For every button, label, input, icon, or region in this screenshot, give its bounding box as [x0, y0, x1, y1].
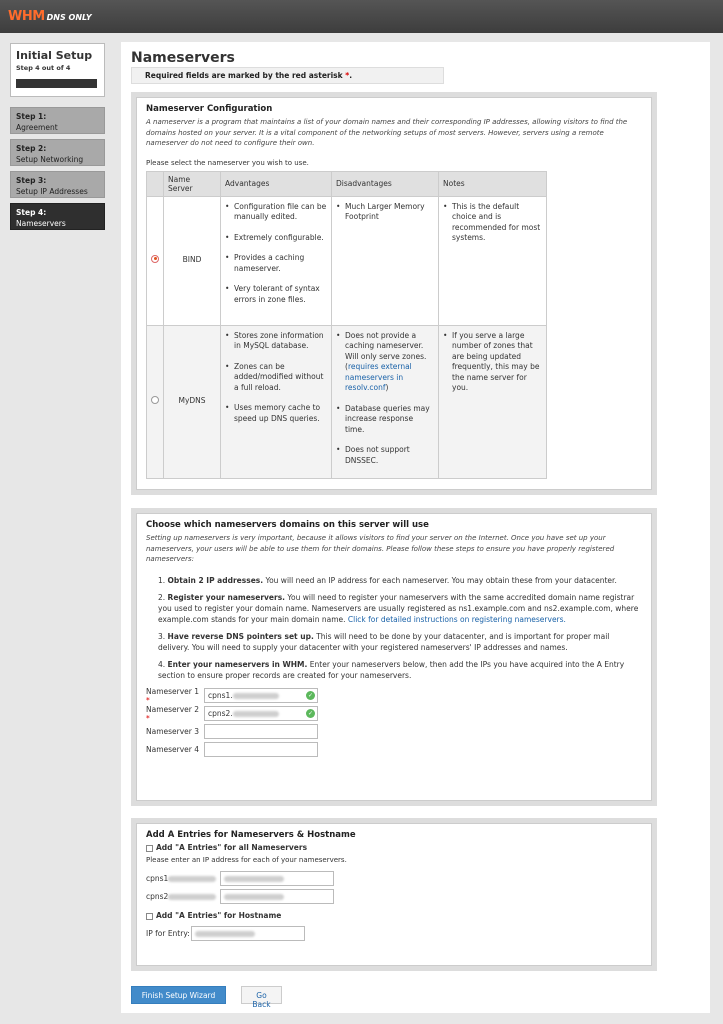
list-item: • Zones can be added/modified without a full reload. — [225, 362, 327, 394]
sidebar-step-2[interactable]: Step 2: Setup Networking — [10, 139, 105, 166]
ip-entry-input[interactable] — [191, 926, 305, 941]
whm-logo: WHM DNS ONLY — [8, 9, 92, 24]
finish-setup-button[interactable]: Finish Setup Wizard — [131, 986, 226, 1004]
list-item: • Very tolerant of syntax errors in zone files. — [225, 284, 327, 305]
config-description: A nameserver is a program that maintains a list of your domain names and their corresponding IP addresses, allowing visitors to find the domains hosted on your server. It is a vital component of the networking setups of most servers. However, servers using a remote nameserver do not need to configure their own. — [146, 118, 628, 147]
choose-description: Setting up nameservers is very important, because it allows visitors to find your server on the Internet. Once you have set up your nameservers, your users will be able to use them for their domains. Please follow these steps to ensure you have properly registered nameservers: — [146, 534, 615, 563]
a-entries-title: Add A Entries for Nameservers & Hostname — [146, 830, 356, 840]
table-row — [147, 196, 547, 325]
a-entries-panel — [131, 818, 657, 971]
sidebar — [10, 43, 105, 235]
choose-title: Choose which nameservers domains on this server will use — [146, 520, 429, 530]
nameserver-4-input[interactable] — [204, 742, 318, 757]
step-4-text: 4. Enter your nameservers in WHM. Enter your nameservers below, then add the IPs you have acquired into the A Entry section to ensure proper records are created for your nameservers. — [158, 659, 625, 680]
nameserver-table — [146, 171, 547, 479]
nameserver-4-label: Nameserver 4 — [146, 745, 200, 754]
select-prompt: Please select the nameserver you wish to use. — [146, 158, 309, 167]
cpns2-label: cpns2 — [146, 892, 220, 901]
list-item: • Does not provide a caching nameserver. Will only serve zones. (requires external nameservers in resolv.conf) — [336, 331, 434, 394]
list-item: • Does not support DNSSEC. — [336, 445, 434, 466]
table-row — [147, 325, 547, 478]
list-item: • Uses memory cache to speed up DNS queries. — [225, 403, 327, 424]
mydns-radio[interactable] — [151, 396, 159, 404]
top-bar — [0, 0, 723, 33]
col-notes: Notes — [439, 171, 547, 196]
add-host-checkbox[interactable] — [146, 913, 153, 920]
nameserver-1-input[interactable]: cpns1. ✓ — [204, 688, 318, 703]
setup-title: Initial Setup — [16, 49, 93, 62]
nameserver-2-input[interactable]: cpns2. ✓ — [204, 706, 318, 721]
a-entries-prompt: Please enter an IP address for each of your nameservers. — [146, 856, 347, 864]
list-item: • This is the default choice and is recommended for most systems. — [443, 202, 542, 244]
config-title: Nameserver Configuration — [146, 104, 273, 114]
add-all-checkbox[interactable] — [146, 845, 153, 852]
valid-check-icon: ✓ — [307, 692, 314, 699]
list-item: • Configuration file can be manually edited. — [225, 202, 327, 223]
list-item: • If you serve a large number of zones that are being updated frequently, this may be the name server for you. — [443, 331, 542, 394]
step-counter: Step 4 out of 4 — [16, 64, 71, 72]
list-item: • Provides a caching nameserver. — [225, 253, 327, 274]
nameserver-3-input[interactable] — [204, 724, 318, 739]
setup-progress-box — [10, 43, 105, 97]
valid-check-icon: ✓ — [307, 710, 314, 717]
sidebar-step-4[interactable]: Step 4: Nameservers — [10, 203, 105, 230]
list-item: • Extremely configurable. — [225, 233, 327, 244]
page-title: Nameservers — [131, 50, 235, 66]
nameserver-2-label: Nameserver 2 * — [146, 704, 200, 723]
list-item: • Much Larger Memory Footprint — [336, 202, 434, 223]
list-item: • Stores zone information in MySQL database. — [225, 331, 327, 352]
sidebar-step-1[interactable]: Step 1: Agreement — [10, 107, 105, 134]
nameserver-1-label: Nameserver 1 * — [146, 686, 200, 705]
go-back-button[interactable]: Go Back — [241, 986, 282, 1004]
col-disadvantages: Disadvantages — [332, 171, 439, 196]
resolv-conf-link[interactable]: requires external nameservers in resolv.conf — [345, 362, 412, 392]
ns-name-bind: BIND — [164, 196, 221, 325]
add-host-row: Add "A Entries" for Hostname — [146, 911, 642, 920]
list-item: • Database queries may increase response time. — [336, 404, 434, 436]
bind-radio[interactable] — [151, 255, 159, 263]
required-note: Required fields are marked by the red asterisk *. — [131, 67, 444, 84]
cpns1-label: cpns1 — [146, 874, 220, 883]
register-instructions-link[interactable]: Click for detailed instructions on registering nameservers. — [347, 614, 566, 624]
step-3-text: 3. Have reverse DNS pointers set up. This will need to be done by your datacenter, and is important for proper mail delivery. You will need to supply your datacenter with your registered nameservers' IP addresses and names. — [158, 631, 610, 652]
cpns1-ip-input[interactable] — [220, 871, 334, 886]
col-name-server: Name Server — [164, 171, 221, 196]
cpns2-ip-input[interactable] — [220, 889, 334, 904]
main-content — [121, 42, 710, 1013]
step-2-text: 2. Register your nameservers. You will need to register your nameservers with the same accredited domain name registrar you used to register your domain name. Nameservers are usually registered as ns1.example.com and ns2.example.com, where example.com stands for your main domain name. Click for detailed instructions on registering nameservers. — [158, 592, 639, 624]
choose-nameservers-panel — [131, 508, 657, 806]
progress-bar — [16, 79, 97, 88]
col-advantages: Advantages — [221, 171, 332, 196]
add-all-row: Add "A Entries" for all Nameservers — [146, 843, 642, 852]
ns-name-mydns: MyDNS — [164, 325, 221, 478]
nameserver-3-label: Nameserver 3 — [146, 727, 200, 736]
step-1-text: 1. Obtain 2 IP addresses. You will need an IP address for each nameserver. You may obtain these from your datacenter. — [158, 575, 617, 585]
sidebar-step-3[interactable]: Step 3: Setup IP Addresses — [10, 171, 105, 198]
ip-entry-label: IP for Entry: — [146, 928, 190, 938]
nameserver-config-panel — [131, 92, 657, 495]
